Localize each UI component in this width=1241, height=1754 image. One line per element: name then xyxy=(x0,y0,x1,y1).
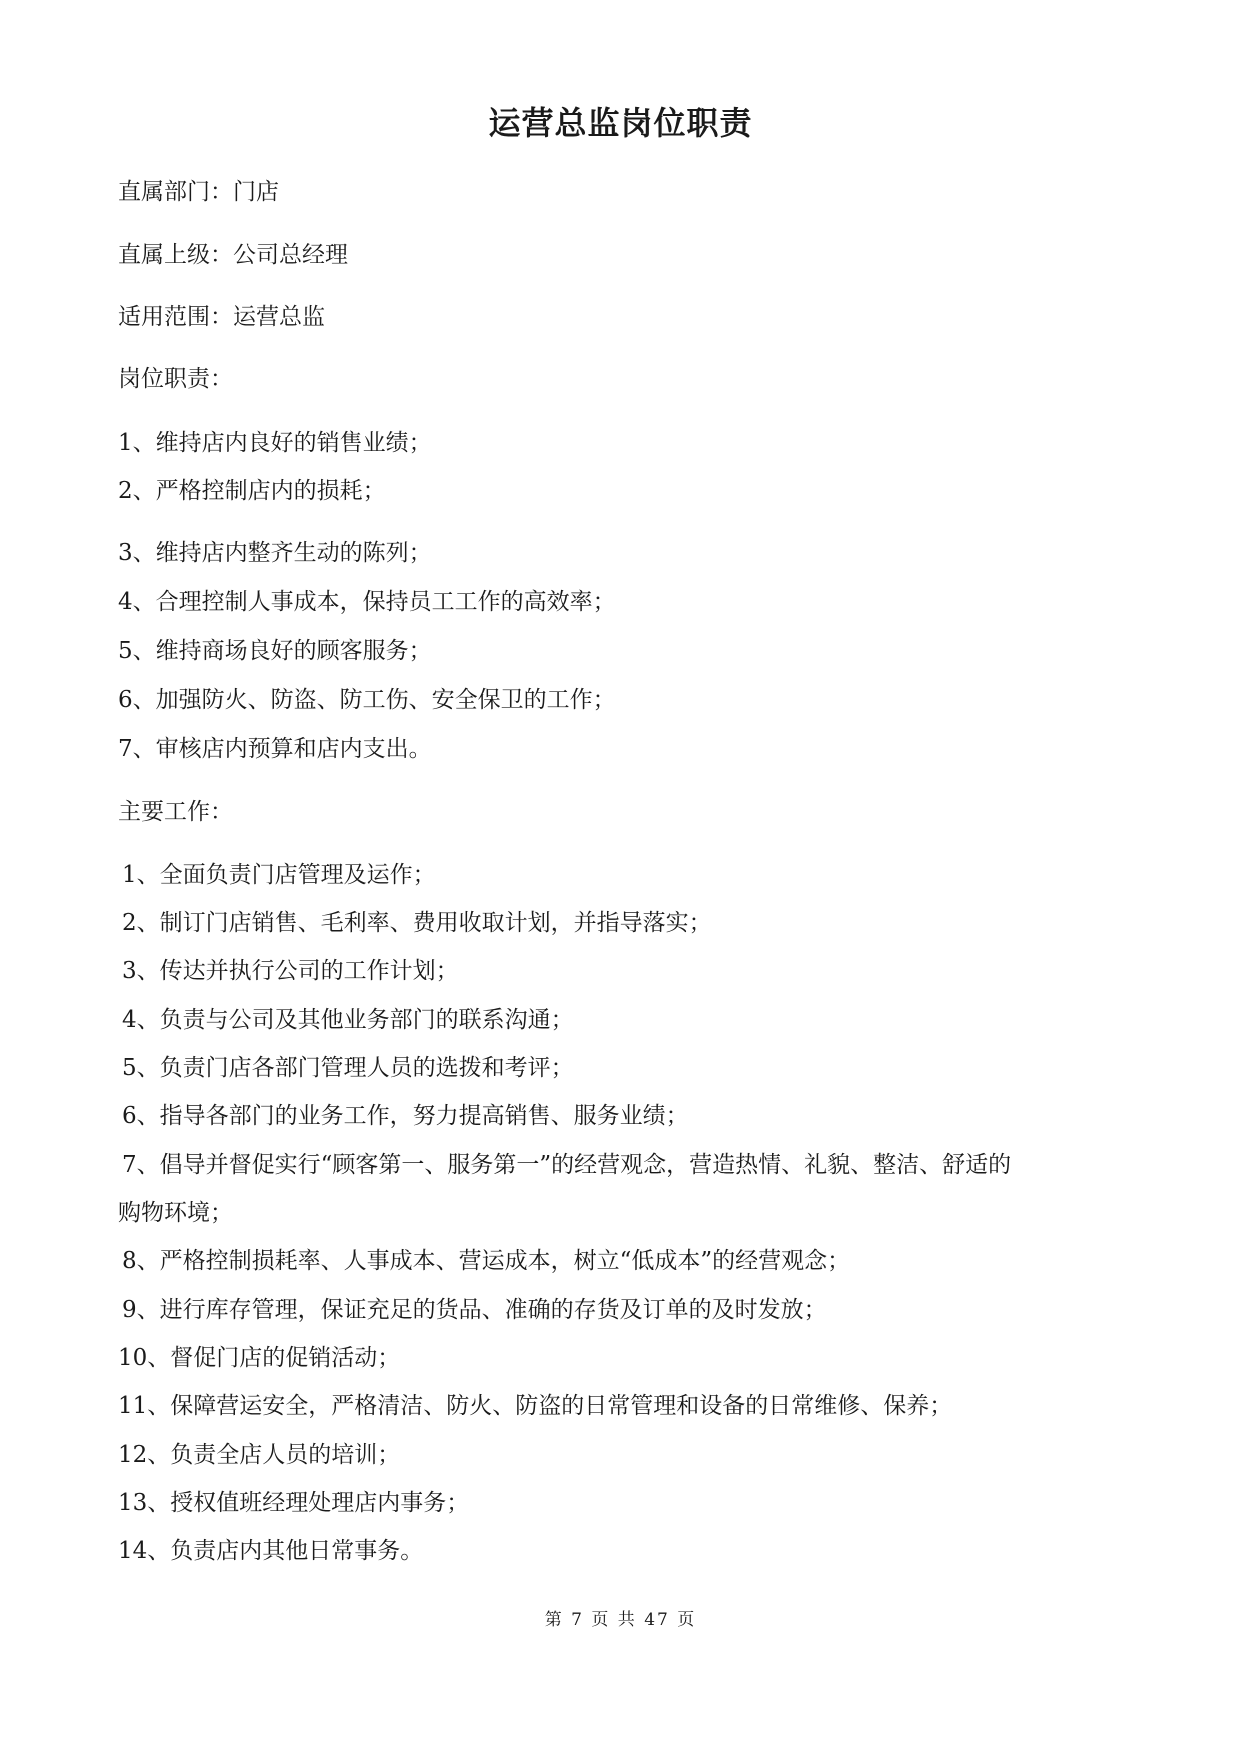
duty-item: 6、加强防火、防盗、防工伤、安全保卫的工作； xyxy=(118,687,616,713)
work-item: 3、传达并执行公司的工作计划； xyxy=(122,958,459,984)
duty-item: 5、维持商场良好的顾客服务； xyxy=(118,638,432,664)
duty-item: 4、合理控制人事成本，保持员工工作的高效率； xyxy=(118,589,616,615)
work-heading: 主要工作： xyxy=(118,799,233,825)
work-item: 13、授权值班经理处理店内事务； xyxy=(118,1490,470,1516)
work-item: 9、进行库存管理，保证充足的货品、准确的存货及订单的及时发放； xyxy=(122,1297,827,1323)
work-item: 10、督促门店的促销活动； xyxy=(118,1345,401,1371)
duty-item: 3、维持店内整齐生动的陈列； xyxy=(118,540,432,566)
superior-line: 直属上级：公司总经理 xyxy=(118,242,348,268)
work-item: 6、指导各部门的业务工作，努力提高销售、服务业绩； xyxy=(122,1103,689,1129)
work-item: 2、制订门店销售、毛利率、费用收取计划，并指导落实； xyxy=(122,910,712,936)
page-footer: 第 7 页 共 47 页 xyxy=(544,1610,697,1630)
work-item-continuation: 购物环境； xyxy=(118,1200,233,1226)
document-title: 运营总监岗位职责 xyxy=(488,104,753,142)
work-item: 14、负责店内其他日常事务。 xyxy=(118,1538,424,1564)
work-item: 5、负责门店各部门管理人员的选拨和考评； xyxy=(122,1055,574,1081)
work-item: 8、严格控制损耗率、人事成本、营运成本，树立“低成本”的经营观念； xyxy=(122,1248,851,1274)
duty-item: 7、审核店内预算和店内支出。 xyxy=(118,736,432,762)
duty-item: 1、维持店内良好的销售业绩； xyxy=(118,430,432,456)
work-item: 12、负责全店人员的培训； xyxy=(118,1442,401,1468)
work-item: 7、倡导并督促实行“顾客第一、服务第一”的经营观念，营造热情、礼貌、整洁、舒适的 xyxy=(122,1152,1012,1178)
work-item: 11、保障营运安全，严格清洁、防火、防盗的日常管理和设备的日常维修、保养； xyxy=(118,1393,953,1419)
scope-line: 适用范围：运营总监 xyxy=(118,304,325,330)
duty-item: 2、严格控制店内的损耗； xyxy=(118,478,386,504)
duties-heading: 岗位职责： xyxy=(118,366,233,392)
work-item: 1、全面负责门店管理及运作； xyxy=(122,862,436,888)
department-line: 直属部门：门店 xyxy=(118,179,279,205)
work-item: 4、负责与公司及其他业务部门的联系沟通； xyxy=(122,1007,574,1033)
